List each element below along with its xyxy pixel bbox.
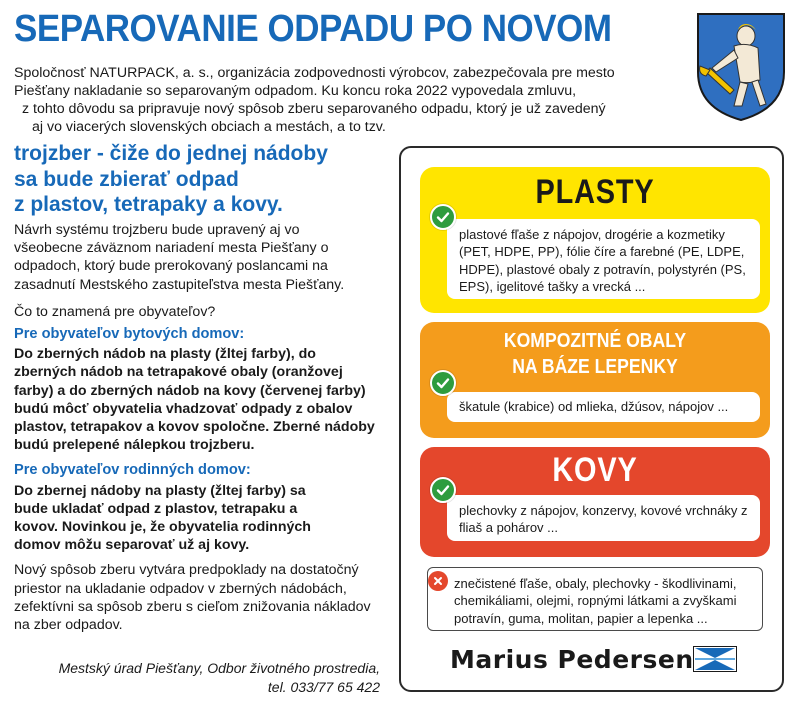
category-plasty <box>420 167 770 313</box>
main-text <box>14 221 386 643</box>
slogan-line-1: trojzber - čiže do jednej nádoby <box>14 142 328 165</box>
category-kovy-desc: plechovky z nápojov, konzervy, kovové vrchnáky z fliaš a pohárov ... <box>447 495 760 541</box>
marius-pedersen-logo <box>693 646 737 672</box>
category-kompozit-title-line-1: KOMPOZITNÉ OBALY <box>503 330 687 352</box>
question: Čo to znamená pre obyvateľov? <box>14 303 216 320</box>
slogan <box>14 141 328 218</box>
category-kompozit-desc: škatule (krabice) od mlieka, džúsov, nápojov ... <box>447 392 760 422</box>
text-flats: Do zberných nádob na plasty (žltej farby), do zberných nádob na tetrapakové obaly (oranžovej farby) a do zberných nádob na kovy (červenej farby) budú môcť obyvatelia vhadzovať odpady z obalov plastov, tetrapakov a kovov spoločne. Zberné nádoby budú prelepené nálepkou trojzberu. <box>14 346 375 454</box>
signature-line-1: Mestský úrad Piešťany, Odbor životného prostredia, <box>58 660 380 676</box>
category-kompozit-title-line-2: NA BÁZE LEPENKY <box>512 356 678 378</box>
slogan-line-3: z plastov, tetrapaky a kovy. <box>14 193 283 216</box>
heading-houses: Pre obyvateľov rodinných domov: <box>14 462 251 479</box>
intro-line-4: aj vo viacerých slovenských obciach a mestách, a to tzv. <box>32 119 386 135</box>
category-plasty-title: PLASTY <box>535 173 655 211</box>
slogan-line-2: sa bude zbierať odpad <box>14 167 239 191</box>
intro-line-1: Spoločnosť NATURPACK, a. s., organizácia zodpovednosti výrobcov, zabezpečovala pre mesto <box>14 65 615 81</box>
page-title: SEPAROVANIE ODPADU PO NOVOM <box>14 8 612 50</box>
check-circle-icon <box>430 370 456 396</box>
heading-flats: Pre obyvateľov bytových domov: <box>14 326 245 343</box>
brand-name: Marius Pedersen <box>450 645 694 674</box>
intro-line-2: Piešťany nakladanie so separovaným odpadom. Ku koncu roka 2022 vypovedala zmluvu, <box>14 83 577 99</box>
signature-line-2: tel. 033/77 65 422 <box>267 679 380 695</box>
category-kompozit <box>420 322 770 438</box>
category-plasty-desc: plastové fľaše z nápojov, drogérie a kozmetiky (PET, HDPE, PP), fólie číre a farebné (PE, LDPE, HDPE), plastové obaly z potravín, polystyrén (PS, EPS), igelitové tašky a vrecká ... <box>447 219 760 299</box>
category-kovy <box>420 447 770 557</box>
check-circle-icon <box>430 477 456 503</box>
intro-line-3: z tohto dôvodu sa pripravuje nový spôsob zberu separovaného odpadu, ktorý je už zavedený <box>22 101 606 117</box>
cross-circle-icon <box>428 571 448 591</box>
intro-paragraph: Návrh systému trojzberu bude upravený aj vo všeobecne záväznom nariadení mesta Piešťany o odpadoch, ktorý bude prerokovaný poslancami na zasadnutí Mestského zastupiteľstva mesta Piešťany. <box>14 222 345 293</box>
category-kovy-title: KOVY <box>552 451 638 489</box>
category-kompozit-title <box>441 328 749 380</box>
check-circle-icon <box>430 204 456 230</box>
text-houses: Do zbernej nádoby na plasty (žltej farby) sa bude ukladať odpad z plastov, tetrapaku a kovov. Novinkou je, že obyvatelia rodinných domov môžu separovať už aj kovy. <box>14 482 311 554</box>
coat-of-arms-icon <box>694 10 788 122</box>
signature <box>59 659 380 697</box>
closing-paragraph: Nový spôsob zberu vytvára predpoklady na dostatočný priestor na ukladanie odpadov v zberných nádobách, zefektívni sa spôsob zberu s cieľom znižovania nákladov na zber odpadov. <box>14 562 371 634</box>
excluded-items: znečistené fľaše, obaly, plechovky - škodlivinami, chemikáliami, olejmi, ropnými látkami a zvyškami potravín, guma, molitan, papier a lepenka ... <box>427 567 763 631</box>
